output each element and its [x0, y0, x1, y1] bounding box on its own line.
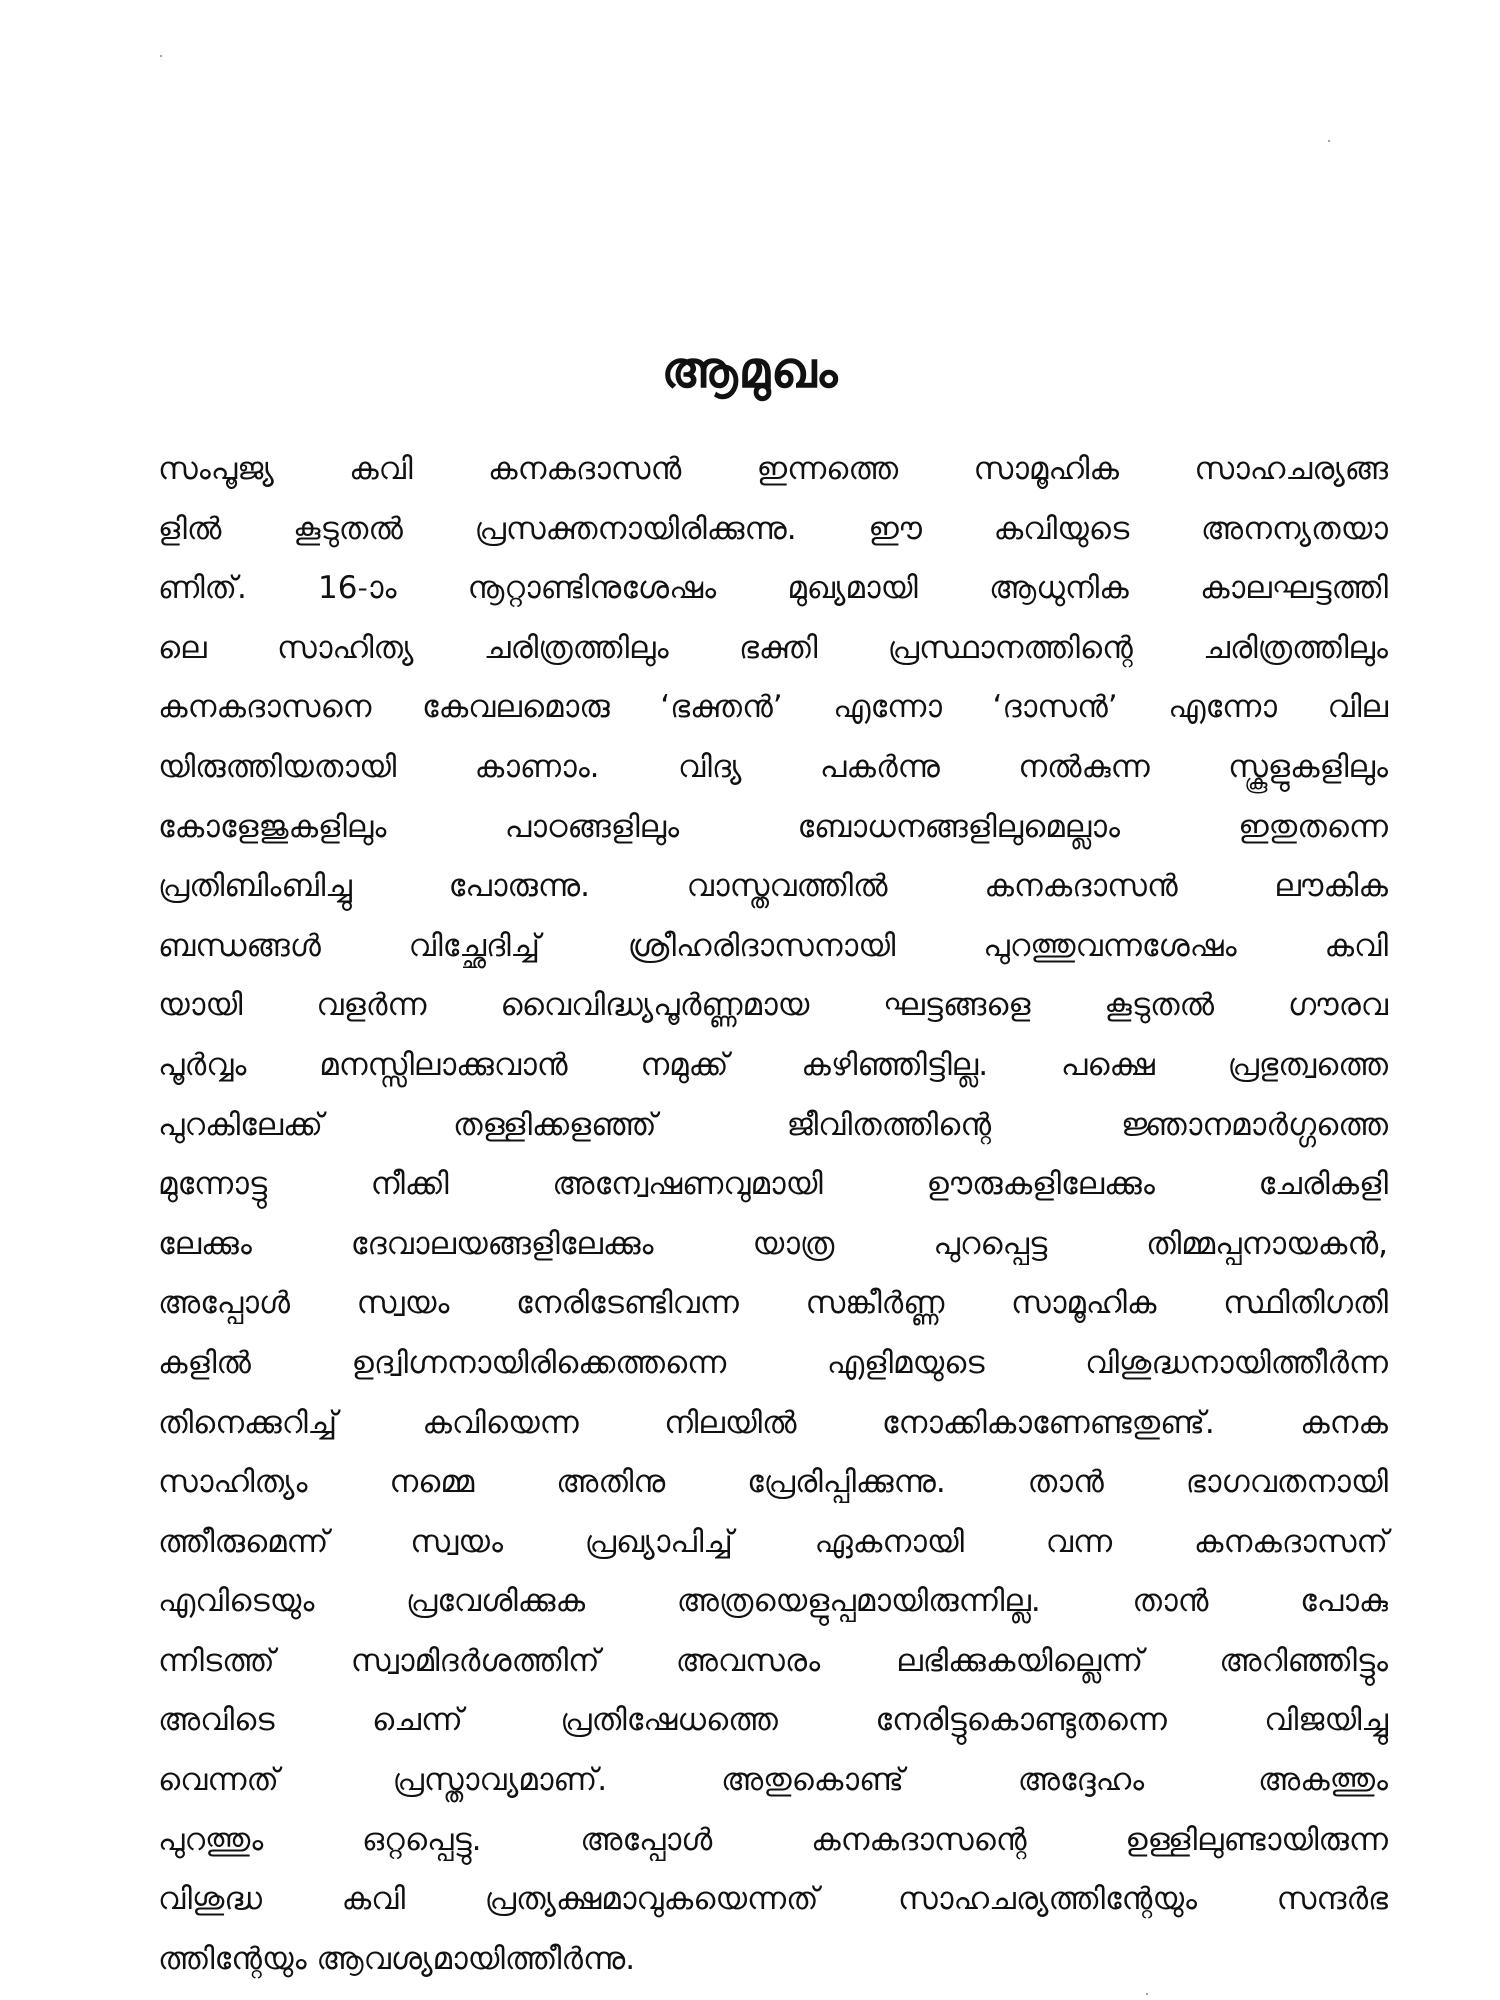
text-line	[158, 1572, 1388, 1632]
text-line	[158, 1811, 1388, 1871]
text-line	[158, 678, 1388, 738]
text-line	[158, 1036, 1388, 1096]
text-line	[158, 976, 1388, 1036]
text-line	[158, 1274, 1388, 1334]
text-line	[158, 619, 1388, 679]
text-line-content: ലേക്കും ദേവാലയങ്ങളിലേക്കും യാത്ര പുറപ്പെട്ട തിമ്മപ്പനായകൻ,	[158, 1225, 1388, 1262]
text-line-content: ളിൽ കൂടുതൽ പ്രസക്തനായിരിക്കുന്നു. ഈ കവിയുടെ അനന്യതയാ	[158, 510, 1388, 547]
text-line-content: യായി വളർന്ന വൈവിദ്ധ്യപൂർണ്ണമായ ഘട്ടങ്ങളെ കൂടുതൽ ഗൗരവ	[158, 987, 1388, 1024]
text-line	[158, 559, 1388, 619]
text-line-content: വെന്നത് പ്രസ്താവ്യമാണ്. അതുകൊണ്ട് അദ്ദേഹം അകത്തും	[158, 1762, 1388, 1799]
text-line	[158, 1751, 1388, 1811]
scan-speck	[1328, 140, 1330, 142]
text-line-content: ബന്ധങ്ങൾ വിച്ഛേദിച്ച് ശ്രീഹരിദാസനായി പുറത്തുവന്നശേഷം കവി	[158, 927, 1388, 964]
text-line-content: സാഹിത്യം നമ്മെ അതിനു പ്രേരിപ്പിക്കുന്നു. താൻ ഭാഗവതനായി	[158, 1464, 1388, 1501]
text-line-content: പൂർവ്വം മനസ്സിലാക്കുവാൻ നമുക്ക് കഴിഞ്ഞിട്ടില്ല. പക്ഷെ പ്രഭുത്വത്തെ	[158, 1046, 1388, 1083]
text-line-content: കോളേജുകളിലും പാഠങ്ങളിലും ബോധനങ്ങളിലുമെല്ലാം ഇതുതന്നെ	[158, 808, 1388, 845]
text-line-content: അവിടെ ചെന്ന് പ്രതിഷേധത്തെ നേരിട്ടുകൊണ്ടുതന്നെ വിജയിച്ചു	[158, 1702, 1388, 1739]
text-line-content: പ്രതിബിംബിച്ചു പോരുന്നു. വാസ്തവത്തിൽ കനകദാസൻ ലൗകിക	[158, 868, 1388, 905]
text-line-content: എവിടെയും പ്രവേശിക്കുക അത്രയെളുപ്പമായിരുന്നില്ല. താൻ പോകു	[158, 1583, 1388, 1620]
text-line	[158, 917, 1388, 977]
text-line-content: ത്തിന്റേയും ആവശ്യമായിത്തീർന്നു.	[158, 1940, 636, 1977]
text-line	[158, 1870, 1388, 1930]
scan-speck	[1146, 1993, 1148, 1995]
text-line	[158, 1334, 1388, 1394]
text-line-content: ലെ സാഹിത്യ ചരിത്രത്തിലും ഭക്തി പ്രസ്ഥാനത്തിന്റെ ചരിത്രത്തിലും	[158, 629, 1388, 666]
scan-speck	[160, 55, 162, 57]
text-line-content: ത്തീരുമെന്ന് സ്വയം പ്രഖ്യാപിച്ച് ഏകനായി വന്ന കനകദാസന്	[158, 1523, 1388, 1560]
text-line-content: യിരുത്തിയതായി കാണാം. വിദ്യ പകർന്നു നൽകുന്ന സ്കൂളുകളിലും	[158, 748, 1388, 785]
page-title: ആമുഖം	[661, 341, 839, 399]
text-line	[158, 1394, 1388, 1454]
text-line-content: ണിത്. 16-ാം നൂറ്റാണ്ടിനുശേഷം മുഖ്യമായി ആധുനിക കാലഘട്ടത്തി	[158, 570, 1388, 607]
text-line-last	[158, 1930, 1388, 1990]
text-line	[158, 1155, 1388, 1215]
text-line	[158, 1215, 1388, 1275]
text-line-content: പുറകിലേക്ക് തള്ളിക്കളഞ്ഞ് ജീവിതത്തിന്റെ ജ്ഞാനമാർഗ്ഗത്തെ	[158, 1106, 1388, 1143]
text-line	[158, 857, 1388, 917]
text-line	[158, 1096, 1388, 1156]
text-line	[158, 440, 1388, 500]
text-line	[158, 1632, 1388, 1692]
text-line-content: കനകദാസനെ കേവലമൊരു ‘ഭക്തൻ’ എന്നോ ‘ദാസൻ’ എന്നോ വില	[158, 689, 1388, 726]
text-line	[158, 738, 1388, 798]
text-line-content: മുന്നോട്ടു നീക്കി അന്വേഷണവുമായി ഊരുകളിലേക്കും ചേരികളി	[158, 1166, 1388, 1203]
text-line-content: വിശുദ്ധ കവി പ്രത്യക്ഷമാവുകയെന്നത് സാഹചര്യത്തിന്റേയും സന്ദർഭ	[158, 1881, 1388, 1918]
body-paragraph	[158, 440, 1388, 1989]
text-line-content: ന്നിടത്ത് സ്വാമിദർശത്തിന് അവസരം ലഭിക്കുകയില്ലെന്ന് അറിഞ്ഞിട്ടും	[158, 1642, 1388, 1679]
text-line	[158, 1513, 1388, 1573]
text-line-content: കളിൽ ഉദ്വിഗ്നനായിരിക്കെത്തന്നെ എളിമയുടെ വിശുദ്ധനായിത്തീർന്ന	[158, 1344, 1388, 1381]
text-line	[158, 1453, 1388, 1513]
text-line-content: തിനെക്കുറിച്ച് കവിയെന്ന നിലയിൽ നോക്കികാണേണ്ടതുണ്ട്. കനക	[158, 1404, 1388, 1441]
text-line-content: അപ്പോൾ സ്വയം നേരിടേണ്ടിവന്ന സങ്കീർണ്ണ സാമൂഹിക സ്ഥിതിഗതി	[158, 1285, 1388, 1322]
text-line-content: സംപൂജ്യ കവി കനകദാസൻ ഇന്നത്തെ സാമൂഹിക സാഹചര്യങ്ങ	[158, 451, 1388, 487]
text-line	[158, 798, 1388, 858]
text-line-content: പുറത്തും ഒറ്റപ്പെട്ടു. അപ്പോൾ കനകദാസന്റെ ഉള്ളിലുണ്ടായിരുന്ന	[158, 1821, 1388, 1858]
text-line	[158, 500, 1388, 560]
text-line	[158, 1691, 1388, 1751]
